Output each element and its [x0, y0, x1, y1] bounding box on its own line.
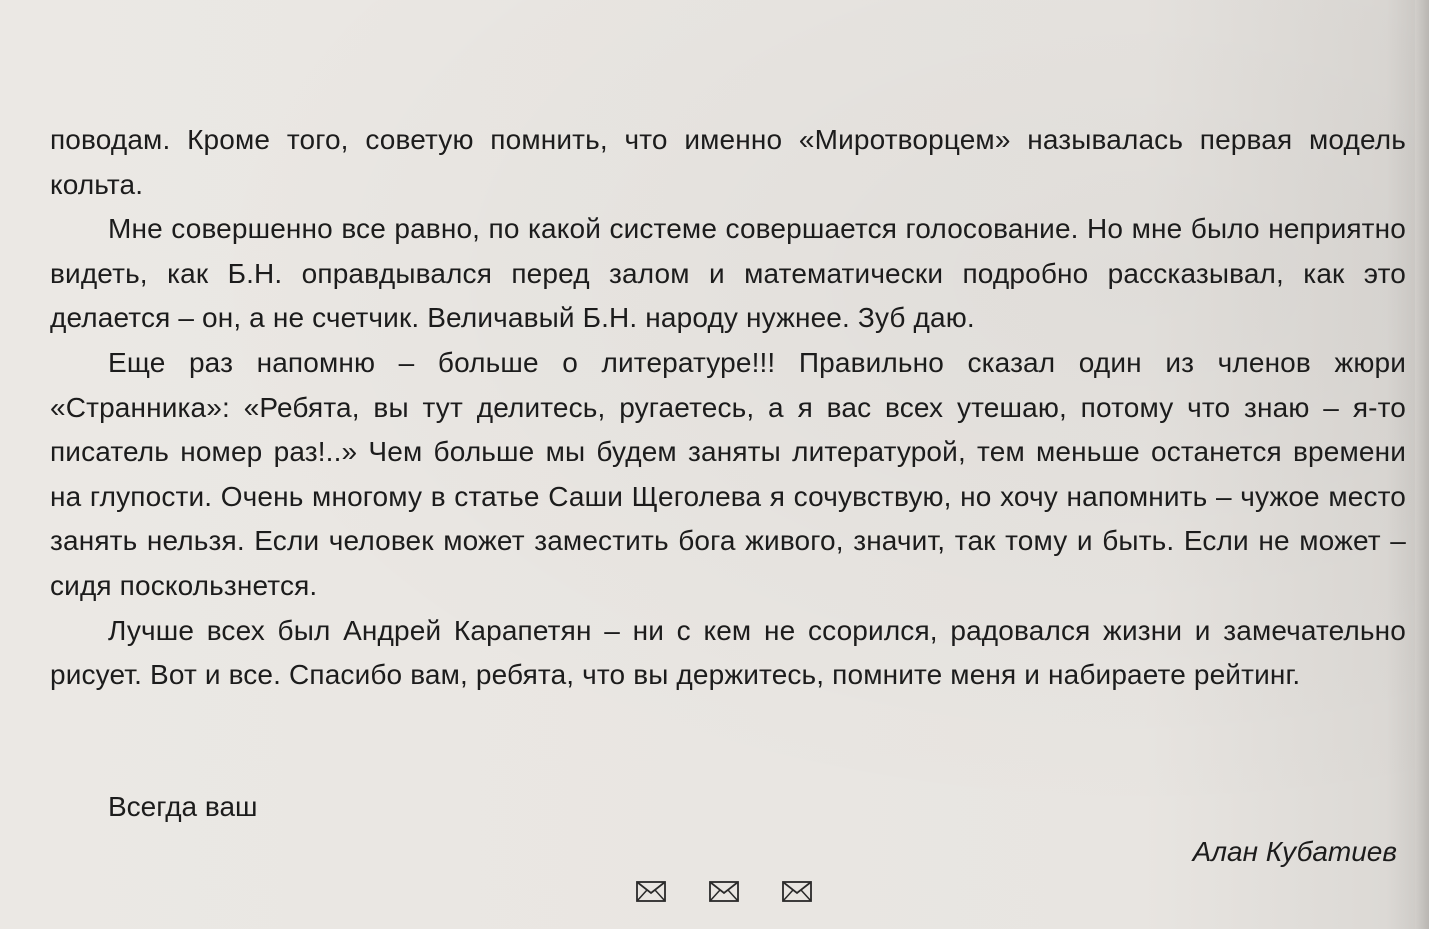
envelope-icon	[782, 881, 812, 902]
envelope-icon	[709, 881, 739, 902]
paragraph-4: Лучше всех был Андрей Карапетян – ни с кем не ссорился, радовался жизни и замечательно рисует. Вот и все. Спасибо вам, ребята, что вы держитесь, помните меня и набираете рейтинг.	[50, 614, 1406, 691]
section-divider	[636, 878, 812, 904]
paragraph-2: Мне совершенно все равно, по какой системе совершается голосование. Но мне было неприятно видеть, как Б.Н. оправдывался перед залом и математически подробно рассказывал, как это делается – он, а не счетчик. Величавый Б.Н. народу нужнее. Зуб даю.	[50, 213, 1406, 334]
paragraph-1: поводам. Кроме того, советую помнить, что именно «Миротворцем» называлась первая модель кольта.	[50, 124, 1406, 200]
paragraph-3: Еще раз напомню – больше о литературе!!! Правильно сказал один из членов жюри «Странника»: «Ребята, вы тут делитесь, ругаетесь, а я вас всех утешаю, потому что знаю – я-то писатель номер раз!..» Чем больше мы будем заняты литературой, тем меньше останется времени на глупости. Очень многому в статье Саши Щеголева я сочувствую, но хочу напомнить – чужое место занять нельзя. Если человек может заместить бога живого, значит, так тому и быть. Если не может – сидя поскользнется.	[50, 346, 1406, 601]
signoff: Всегда ваш	[108, 791, 258, 822]
author-signature: Алан Кубатиев	[1192, 836, 1397, 867]
page-gutter	[1415, 0, 1429, 929]
envelope-icon	[636, 881, 666, 902]
body-text	[50, 118, 1406, 698]
